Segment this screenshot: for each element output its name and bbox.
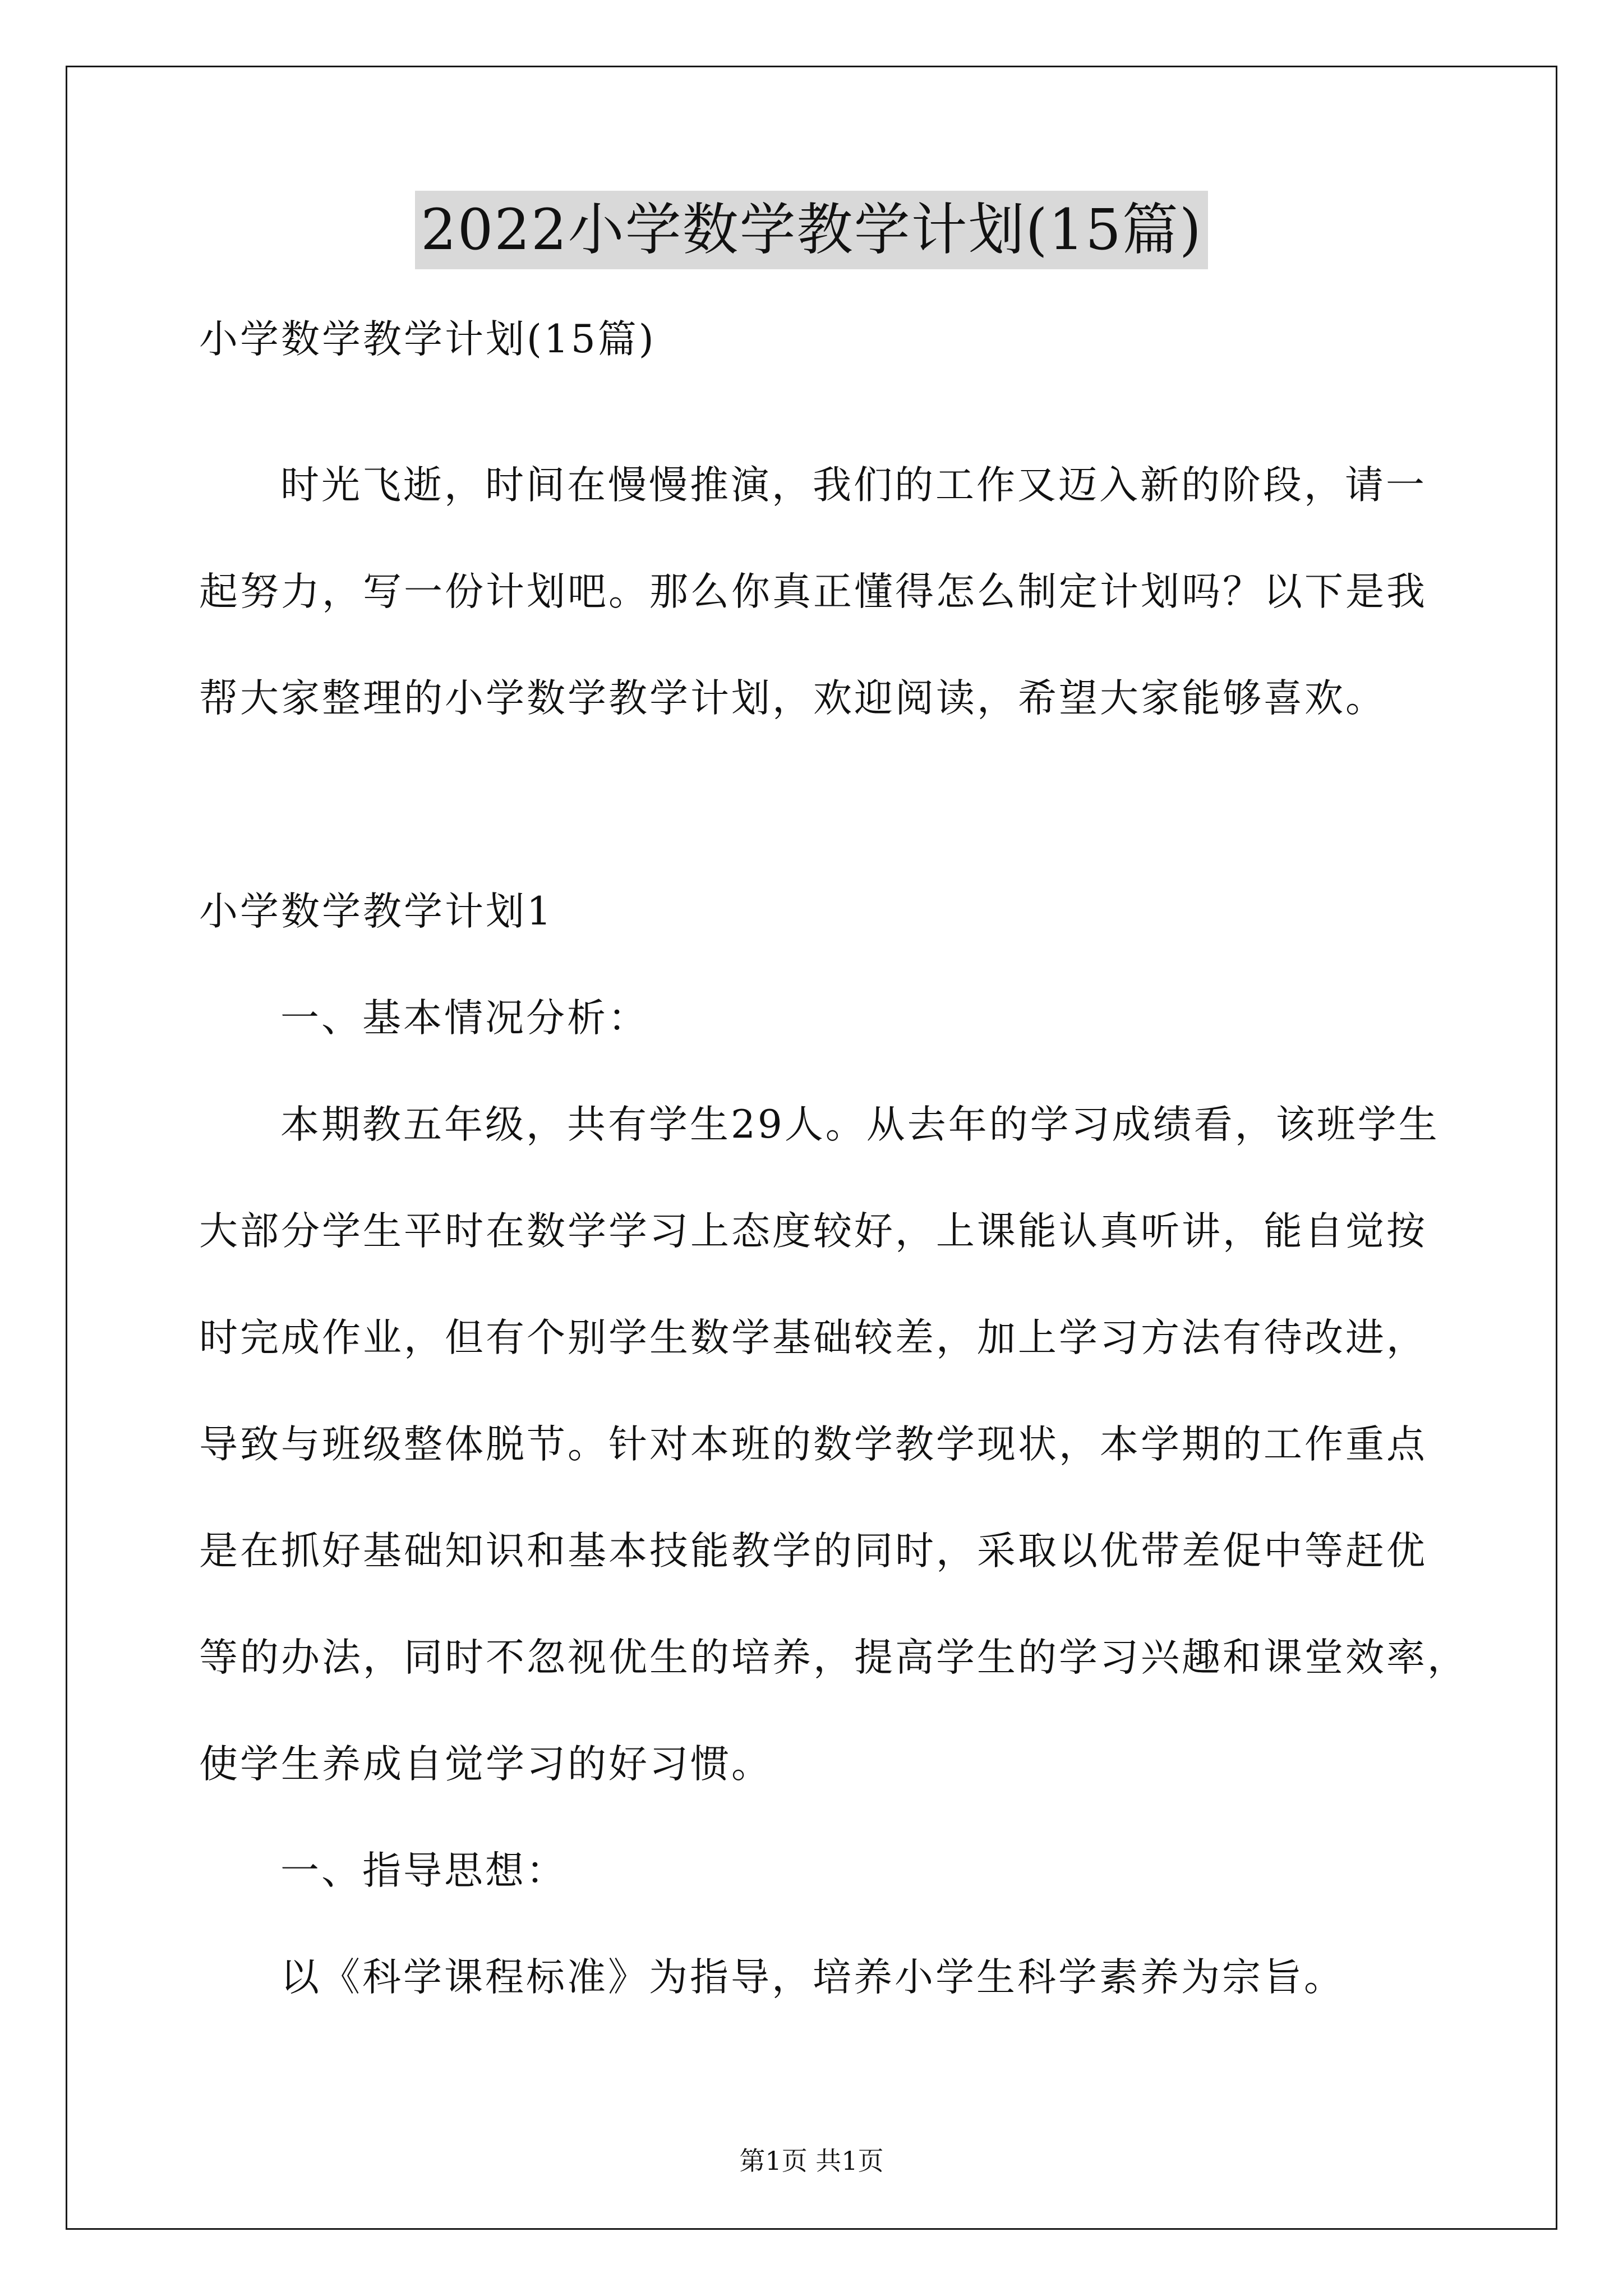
- page-footer: 第1页 共1页: [739, 2146, 884, 2176]
- title-container: [0, 191, 1623, 269]
- paragraph-line: 以《科学课程标准》为指导，培养小学生科学素养为宗旨。: [280, 1955, 1345, 2000]
- section-heading: 小学数学教学计划1: [199, 889, 554, 934]
- paragraph-line: 是在抓好基础知识和基本技能教学的同时，采取以优带差促中等赶优: [199, 1529, 1427, 1573]
- paragraph-line: 导致与班级整体脱节。针对本班的数学教学现状，本学期的工作重点: [199, 1422, 1427, 1467]
- paragraph-line: 起努力，写一份计划吧。那么你真正懂得怎么制定计划吗？以下是我: [199, 569, 1427, 614]
- paragraph-line: 时完成作业，但有个别学生数学基础较差，加上学习方法有待改进，: [199, 1315, 1427, 1360]
- paragraph-line: 等的办法，同时不忽视优生的培养，提高学生的学习兴趣和课堂效率，: [199, 1635, 1468, 1680]
- document-title: 2022小学数学教学计划(15篇): [415, 191, 1208, 269]
- paragraph-line: 帮大家整理的小学数学教学计划，欢迎阅读，希望大家能够喜欢。: [199, 676, 1386, 721]
- subsection-heading: 一、基本情况分析：: [280, 996, 649, 1041]
- subtitle-line: 小学数学教学计划(15篇): [199, 317, 656, 362]
- subsection-heading: 一、指导思想：: [280, 1848, 567, 1893]
- paragraph-line: 时光飞逝，时间在慢慢推演，我们的工作又迈入新的阶段，请一: [280, 463, 1427, 508]
- paragraph-line: 本期教五年级，共有学生29人。从去年的学习成绩看，该班学生: [280, 1102, 1440, 1147]
- paragraph-line: 使学生养成自觉学习的好习惯。: [199, 1742, 772, 1787]
- paragraph-line: 大部分学生平时在数学学习上态度较好，上课能认真听讲，能自觉按: [199, 1209, 1427, 1254]
